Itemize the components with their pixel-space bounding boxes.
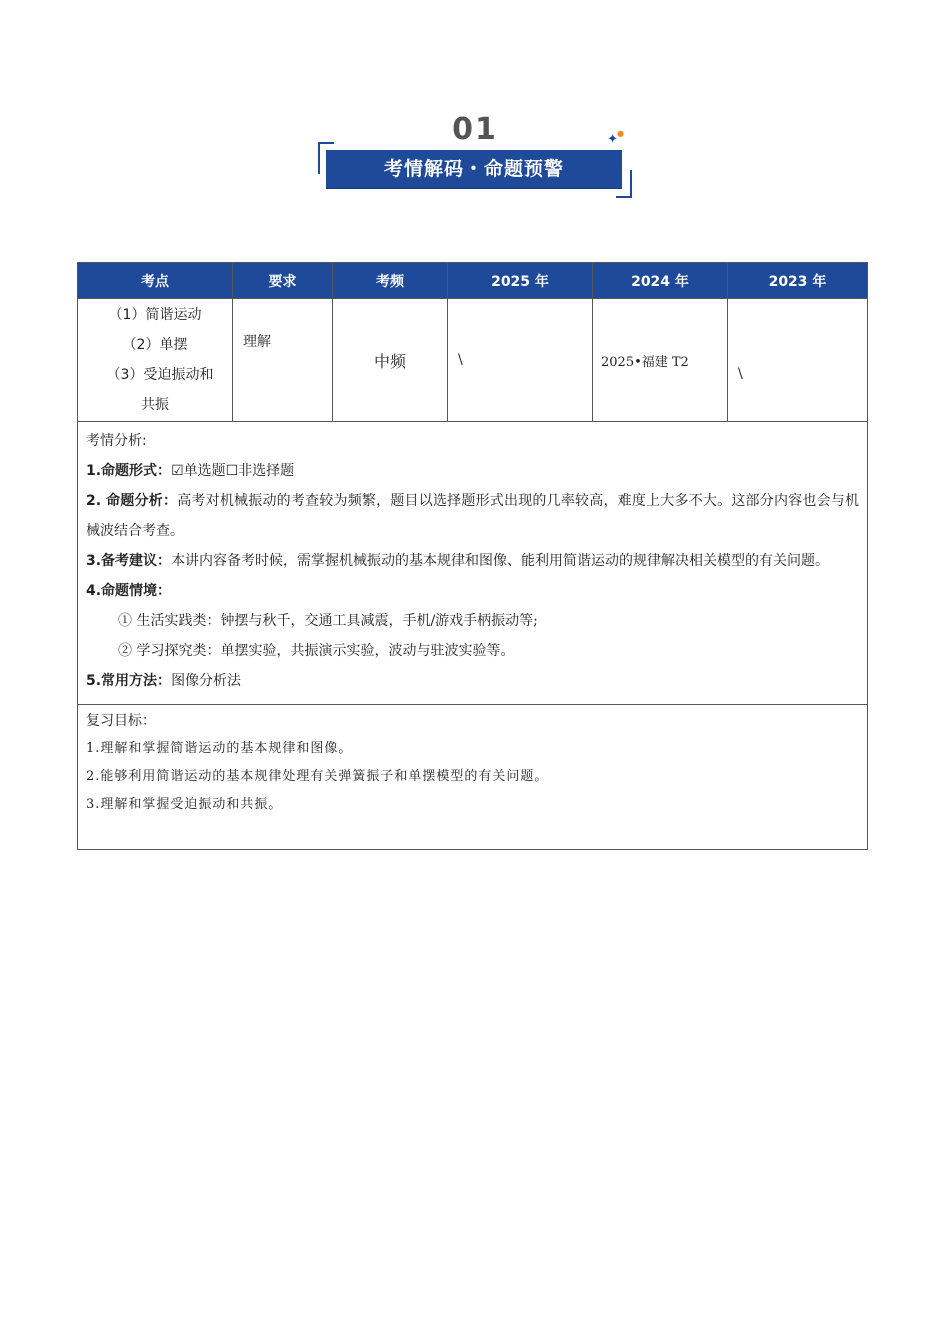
table-row bbox=[78, 299, 868, 422]
advice-line bbox=[86, 546, 859, 576]
topic-item: 共振 bbox=[141, 397, 169, 413]
analysis-title: 考情分析: bbox=[86, 433, 147, 449]
year-2025-cell: \ bbox=[448, 299, 593, 422]
header-frequency: 考频 bbox=[333, 263, 448, 299]
topic-cell bbox=[78, 299, 233, 422]
form-option-single: 单选题 bbox=[183, 463, 226, 479]
form-line bbox=[86, 456, 859, 486]
topic-item: （2）单摆 bbox=[122, 337, 188, 353]
header-2025: 2025 年 bbox=[448, 263, 593, 299]
header-2024: 2024 年 bbox=[593, 263, 728, 299]
list-item: 2.能够利用简谐运动的基本规律处理有关弹簧振子和单摆模型的有关问题。 bbox=[86, 769, 549, 784]
section-number: 01 bbox=[452, 112, 498, 147]
year-2023-cell: \ bbox=[728, 299, 868, 422]
sparkle-icon: ✦ bbox=[607, 132, 618, 147]
analysis-line bbox=[86, 486, 859, 546]
exam-analysis-table bbox=[77, 262, 868, 850]
requirement-cell: 理解 bbox=[233, 299, 333, 422]
list-item: 1.理解和掌握简谐运动的基本规律和图像。 bbox=[86, 741, 353, 756]
goals-cell bbox=[78, 705, 868, 850]
checked-box-icon: ☑ bbox=[171, 463, 184, 479]
analysis-row bbox=[78, 422, 868, 705]
method-label: 5.常用方法： bbox=[86, 673, 172, 689]
frequency-cell: 中频 bbox=[333, 299, 448, 422]
method-line bbox=[86, 666, 859, 696]
form-label: 1.命题形式： bbox=[86, 463, 172, 479]
goals-title: 复习目标： bbox=[86, 713, 156, 729]
table-header-row bbox=[78, 263, 868, 299]
advice-label: 3.备考建议： bbox=[86, 553, 172, 569]
analysis-cell bbox=[78, 422, 868, 705]
list-item: 3.理解和掌握受迫振动和共振。 bbox=[86, 797, 283, 812]
dot-icon: ● bbox=[617, 129, 624, 138]
scenario-line bbox=[86, 576, 859, 606]
scenario-label: 4.命题情境： bbox=[86, 583, 172, 599]
analysis-text: 高考对机械振动的考查较为频繁，题目以选择题形式出现的几率较高，难度上大多不大。这部分内容也会与机械波结合考查。 bbox=[86, 493, 859, 539]
advice-text: 本讲内容备考时候，需掌握机械振动的基本规律和图像、能利用简谐运动的规律解决相关模型的有关问题。 bbox=[171, 553, 830, 569]
scenario-item: ② 学习探究类：单摆实验，共振演示实验，波动与驻波实验等。 bbox=[118, 643, 515, 659]
header-topic: 考点 bbox=[78, 263, 233, 299]
method-text: 图像分析法 bbox=[171, 673, 242, 689]
goals-row bbox=[78, 705, 868, 850]
form-option-nonchoice: 非选择题 bbox=[238, 463, 295, 479]
unchecked-box-icon: ☐ bbox=[225, 463, 239, 479]
header-requirement: 要求 bbox=[233, 263, 333, 299]
section-title: 考情解码・命题预警 bbox=[326, 150, 622, 188]
analysis-label: 2. 命题分析： bbox=[86, 493, 178, 509]
section-banner bbox=[318, 112, 632, 198]
topic-item: （1）简谐运动 bbox=[108, 307, 202, 323]
year-2024-cell: 2025•福建 T2 bbox=[593, 299, 728, 422]
header-2023: 2023 年 bbox=[728, 263, 868, 299]
scenario-item: ① 生活实践类：钟摆与秋千，交通工具减震，手机/游戏手柄振动等; bbox=[118, 613, 538, 629]
topic-item: （3）受迫振动和 bbox=[106, 367, 214, 383]
